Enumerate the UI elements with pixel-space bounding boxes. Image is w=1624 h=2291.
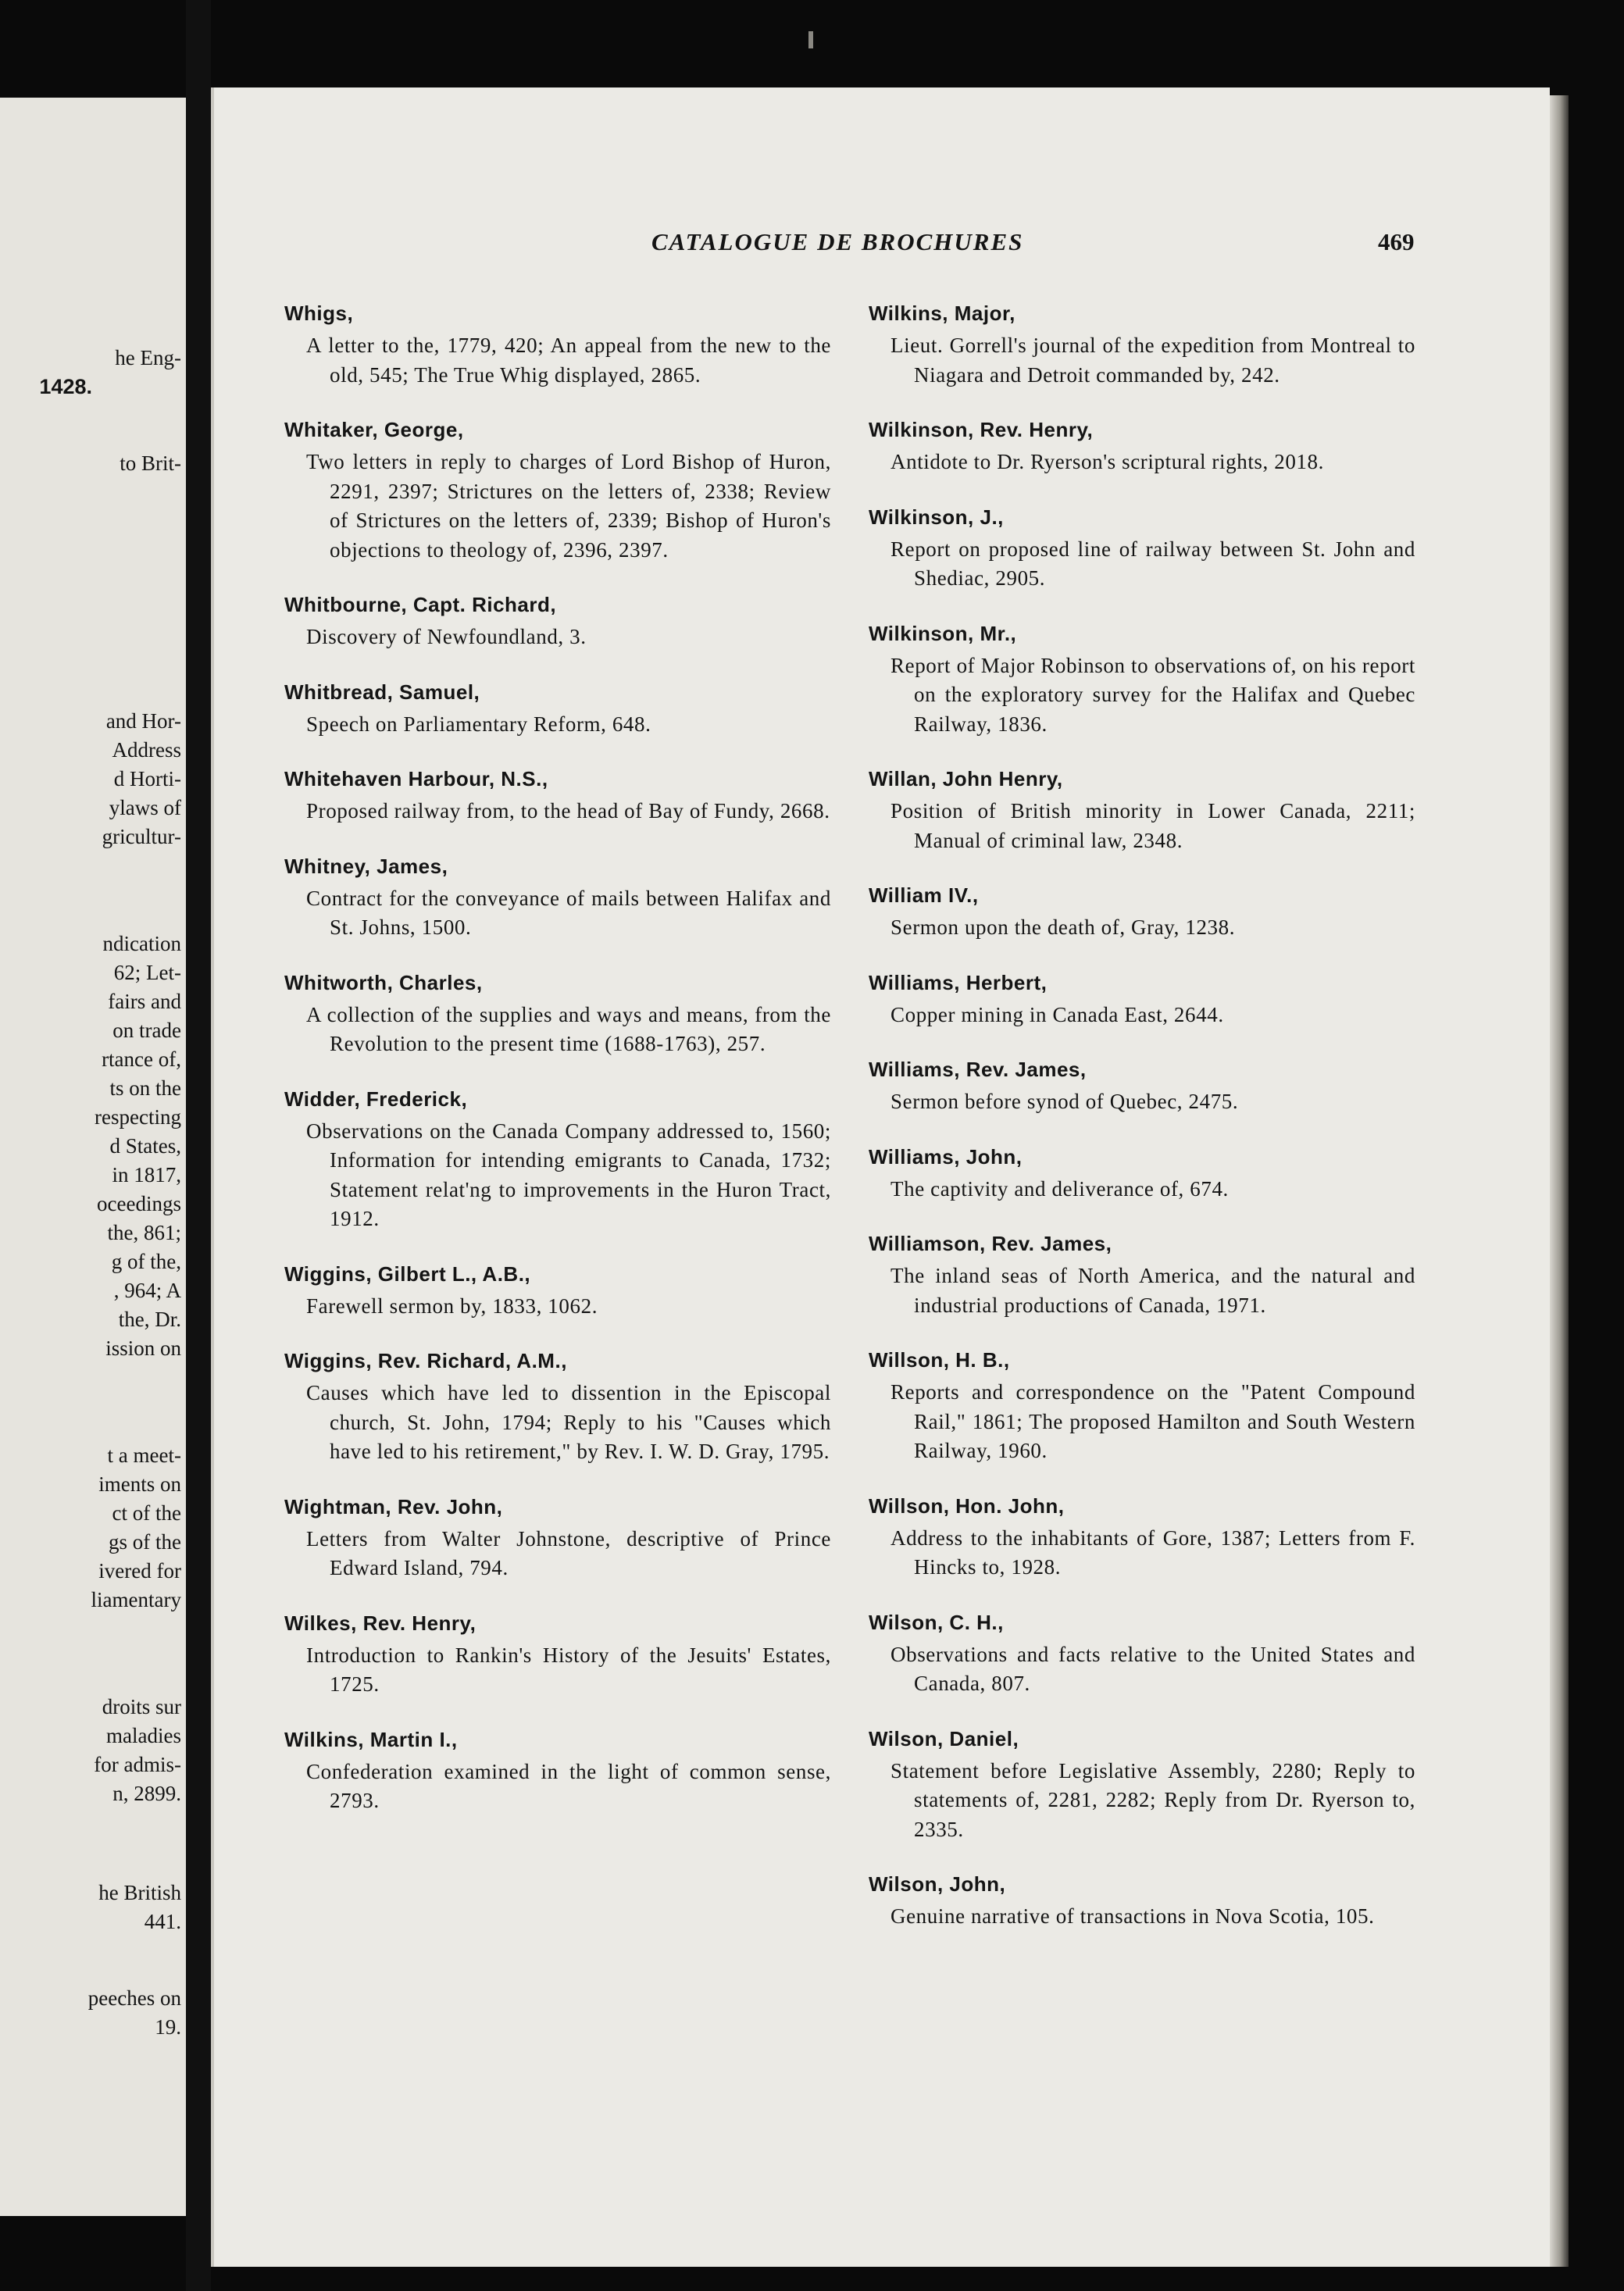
catalogue-entry: [284, 679, 831, 740]
entry-heading: Williamson, Rev. James,: [869, 1232, 1112, 1255]
left-page-text-fragment: 19.: [155, 2015, 181, 2039]
entry-description: Confederation examined in the light of common sense, 2793.: [306, 1759, 831, 1812]
catalogue-entry: [284, 416, 831, 565]
page-edge: [1550, 95, 1569, 2267]
right-page: [211, 87, 1550, 2267]
left-page-text-fragment: maladies: [106, 1724, 181, 1747]
catalogue-entry: [869, 765, 1415, 855]
column-left: [284, 300, 831, 1843]
scan-mark: [808, 31, 813, 48]
entry-heading: Whitehaven Harbour, N.S.,: [284, 767, 548, 790]
entry-description: The inland seas of North America, and the natural and industrial productions of Canada, 1971.: [891, 1264, 1415, 1317]
left-page-text-fragment: g of the,: [111, 1250, 181, 1273]
left-page-text-fragment: ission on: [105, 1336, 181, 1360]
catalogue-entry: [869, 1609, 1415, 1699]
entry-description: Discovery of Newfoundland, 3.: [306, 625, 587, 648]
catalogue-entry: [869, 300, 1415, 390]
catalogue-entry: [284, 1610, 831, 1700]
entry-heading: Wilson, Daniel,: [869, 1726, 1019, 1750]
left-page-text-fragment: liamentary: [91, 1588, 181, 1611]
entry-heading: Whigs,: [284, 302, 354, 325]
left-page-text-fragment: for admis-: [94, 1753, 181, 1776]
entry-description: Reports and correspondence on the "Patent Compound Rail," 1861; The proposed Hamilton and South Western Railway, 1960.: [891, 1380, 1415, 1462]
catalogue-entry: [284, 591, 831, 652]
entry-description: The captivity and deliverance of, 674.: [891, 1176, 1229, 1201]
entry-description: Genuine narrative of transactions in Nova Scotia, 105.: [891, 1904, 1375, 1928]
entry-description: Report on proposed line of railway between St. John and Shediac, 2905.: [891, 537, 1415, 590]
left-page-text-fragment: d Horti-: [113, 767, 181, 790]
left-page-text-fragment: ndication: [102, 932, 181, 955]
entry-heading: Wiggins, Gilbert L., A.B.,: [284, 1261, 531, 1286]
entry-description: Causes which have led to dissention in the Episcopal church, St. John, 1794; Reply to his "Causes which have led to his retirement," by Rev. I. W. D. Gray, 1795.: [306, 1381, 831, 1463]
entry-heading: Willan, John Henry,: [869, 767, 1063, 790]
entry-heading: Whitbread, Samuel,: [284, 680, 480, 704]
left-page-text-fragment: to Brit-: [120, 451, 181, 475]
page-number: 469: [1378, 228, 1415, 255]
entry-description: Proposed railway from, to the head of Bay of Fundy, 2668.: [306, 799, 830, 823]
entry-description: Address to the inhabitants of Gore, 1387; Letters from F. Hincks to, 1928.: [891, 1526, 1415, 1579]
book-gutter: [186, 0, 211, 2291]
entry-description: A collection of the supplies and ways and means, from the Revolution to the present time (1688-1763), 257.: [306, 1002, 831, 1055]
entry-description: Sermon upon the death of, Gray, 1238.: [891, 915, 1236, 939]
entry-heading: Wilkins, Major,: [869, 302, 1015, 325]
entry-description: Speech on Parliamentary Reform, 648.: [306, 712, 651, 736]
left-page-text-fragment: 62; Let-: [113, 961, 181, 984]
left-page-text-fragment: oceedings: [97, 1192, 181, 1215]
entry-description: Copper mining in Canada East, 2644.: [891, 1002, 1224, 1026]
entry-description: Report of Major Robinson to observations of, on his report on the exploratory survey for the Halifax and Quebec Railway, 1836.: [891, 653, 1415, 736]
entry-heading: Whitbourne, Capt. Richard,: [284, 593, 557, 616]
entry-heading: Wilkinson, Mr.,: [869, 621, 1017, 645]
entry-description: Antidote to Dr. Ryerson's scriptural rights, 2018.: [891, 450, 1324, 473]
catalogue-entry: [869, 504, 1415, 594]
catalogue-entry: [869, 1725, 1415, 1845]
entry-heading: William IV.,: [869, 883, 979, 907]
left-page-text-fragment: 1428.: [39, 375, 92, 398]
entry-heading: Whitney, James,: [284, 854, 448, 878]
entry-heading: Wilkins, Martin I.,: [284, 1727, 458, 1751]
entry-description: A letter to the, 1779, 420; An appeal from the new to the old, 545; The True Whig displayed, 2865.: [306, 334, 831, 387]
entry-heading: Wilkes, Rev. Henry,: [284, 1611, 476, 1635]
entry-heading: Wilkinson, J.,: [869, 505, 1004, 529]
left-page-text-fragment: n, 2899.: [112, 1782, 181, 1805]
entry-heading: Whitworth, Charles,: [284, 970, 483, 994]
entry-heading: Williams, Rev. James,: [869, 1058, 1087, 1081]
entry-heading: Wilkinson, Rev. Henry,: [869, 418, 1094, 441]
left-page-text-fragment: on trade: [112, 1019, 181, 1042]
catalogue-entry: [284, 300, 831, 390]
catalogue-entry: [869, 1347, 1415, 1466]
left-page-text-fragment: in 1817,: [112, 1163, 181, 1187]
left-page-text-fragment: fairs and: [108, 990, 181, 1013]
running-header: CATALOGUE DE BROCHURES: [651, 228, 1024, 255]
catalogue-entry: [284, 853, 831, 943]
left-page-text-fragment: , 964; A: [113, 1279, 181, 1302]
left-page-text-fragment: t a meet-: [107, 1443, 181, 1467]
left-page-text-fragment: ct of the: [112, 1501, 181, 1525]
entry-description: Lieut. Gorrell's journal of the expedition from Montreal to Niagara and Detroit commanded by, 242.: [891, 334, 1415, 387]
entry-heading: Whitaker, George,: [284, 418, 464, 441]
entry-description: Introduction to Rankin's History of the Jesuits' Estates, 1725.: [306, 1643, 831, 1696]
left-page-text-fragment: ivered for: [98, 1559, 181, 1583]
entry-heading: Williams, John,: [869, 1144, 1023, 1169]
left-page-text-fragment: Address: [112, 738, 181, 762]
left-page-text-fragment: ylaws of: [109, 796, 181, 819]
left-page-text-fragment: 441.: [144, 1910, 181, 1933]
entry-heading: Willson, H. B.,: [869, 1348, 1010, 1372]
left-page-text-fragment: iments on: [98, 1472, 181, 1496]
left-page-text-fragment: peeches on: [87, 1986, 181, 2010]
entry-heading: Williams, Herbert,: [869, 970, 1048, 994]
catalogue-entry: [869, 1144, 1415, 1204]
left-page-text-fragment: gricultur-: [102, 825, 181, 848]
entry-description: Sermon before synod of Quebec, 2475.: [891, 1090, 1239, 1113]
catalogue-entry: [869, 416, 1415, 477]
entry-heading: Wilson, C. H.,: [869, 1610, 1004, 1634]
left-page-text-fragment: the, 861;: [107, 1221, 181, 1244]
entry-description: Observations and facts relative to the United States and Canada, 807.: [891, 1642, 1415, 1695]
catalogue-entry: [284, 1261, 831, 1322]
catalogue-entry: [284, 765, 831, 826]
entry-description: Two letters in reply to charges of Lord Bishop of Huron, 2291, 2397; Strictures on the letters of, 2338; Review of Strictures on the letters of, 2339; Bishop of Huron's objections to theology of, 2396, 2397.: [306, 450, 831, 562]
catalogue-entry: [284, 1726, 831, 1816]
left-page-text-fragment: and Hor-: [105, 709, 181, 733]
left-page-text-fragment: he British: [98, 1881, 181, 1904]
left-page-text-fragment: gs of the: [109, 1530, 181, 1554]
catalogue-entry: [869, 969, 1415, 1030]
catalogue-entry: [284, 1086, 831, 1234]
left-page-fragment: [0, 98, 191, 2216]
entry-description: Contract for the conveyance of mails between Halifax and St. Johns, 1500.: [306, 886, 831, 939]
entry-description: Position of British minority in Lower Canada, 2211; Manual of criminal law, 2348.: [891, 799, 1415, 852]
catalogue-entry: [869, 882, 1415, 943]
entry-description: Letters from Walter Johnstone, descriptive of Prince Edward Island, 794.: [306, 1526, 831, 1579]
left-page-text-fragment: droits sur: [102, 1695, 181, 1718]
left-page-text-fragment: rtance of,: [102, 1047, 181, 1071]
catalogue-entry: [284, 1493, 831, 1583]
left-page-text-fragment: the, Dr.: [118, 1308, 181, 1331]
entry-description: Farewell sermon by, 1833, 1062.: [306, 1294, 598, 1318]
entry-heading: Wilson, John,: [869, 1872, 1006, 1896]
catalogue-entry: [284, 1347, 831, 1467]
catalogue-entry: [869, 1230, 1415, 1320]
entry-description: Observations on the Canada Company addressed to, 1560; Information for intending emigrants to Canada, 1732; Statement relat'ng to improvements in the Huron Tract, 1912.: [306, 1119, 831, 1230]
left-page-text-fragment: ts on the: [109, 1076, 181, 1100]
entry-heading: Wiggins, Rev. Richard, A.M.,: [284, 1349, 567, 1372]
catalogue-entry: [869, 620, 1415, 740]
catalogue-entry: [869, 1493, 1415, 1583]
catalogue-entry: [869, 1871, 1415, 1932]
catalogue-entry: [869, 1056, 1415, 1117]
entry-heading: Widder, Frederick,: [284, 1087, 468, 1111]
left-page-text-fragment: d States,: [109, 1134, 181, 1158]
column-right: [869, 300, 1415, 1958]
entry-heading: Wightman, Rev. John,: [284, 1494, 503, 1518]
entry-heading: Willson, Hon. John,: [869, 1493, 1065, 1518]
entry-description: Statement before Legislative Assembly, 2280; Reply to statements of, 2281, 2282; Reply from Dr. Ryerson to, 2335.: [891, 1758, 1415, 1841]
catalogue-entry: [284, 969, 831, 1059]
left-page-text-fragment: respecting: [95, 1105, 181, 1129]
left-page-text-fragment: he Eng-: [115, 346, 181, 369]
